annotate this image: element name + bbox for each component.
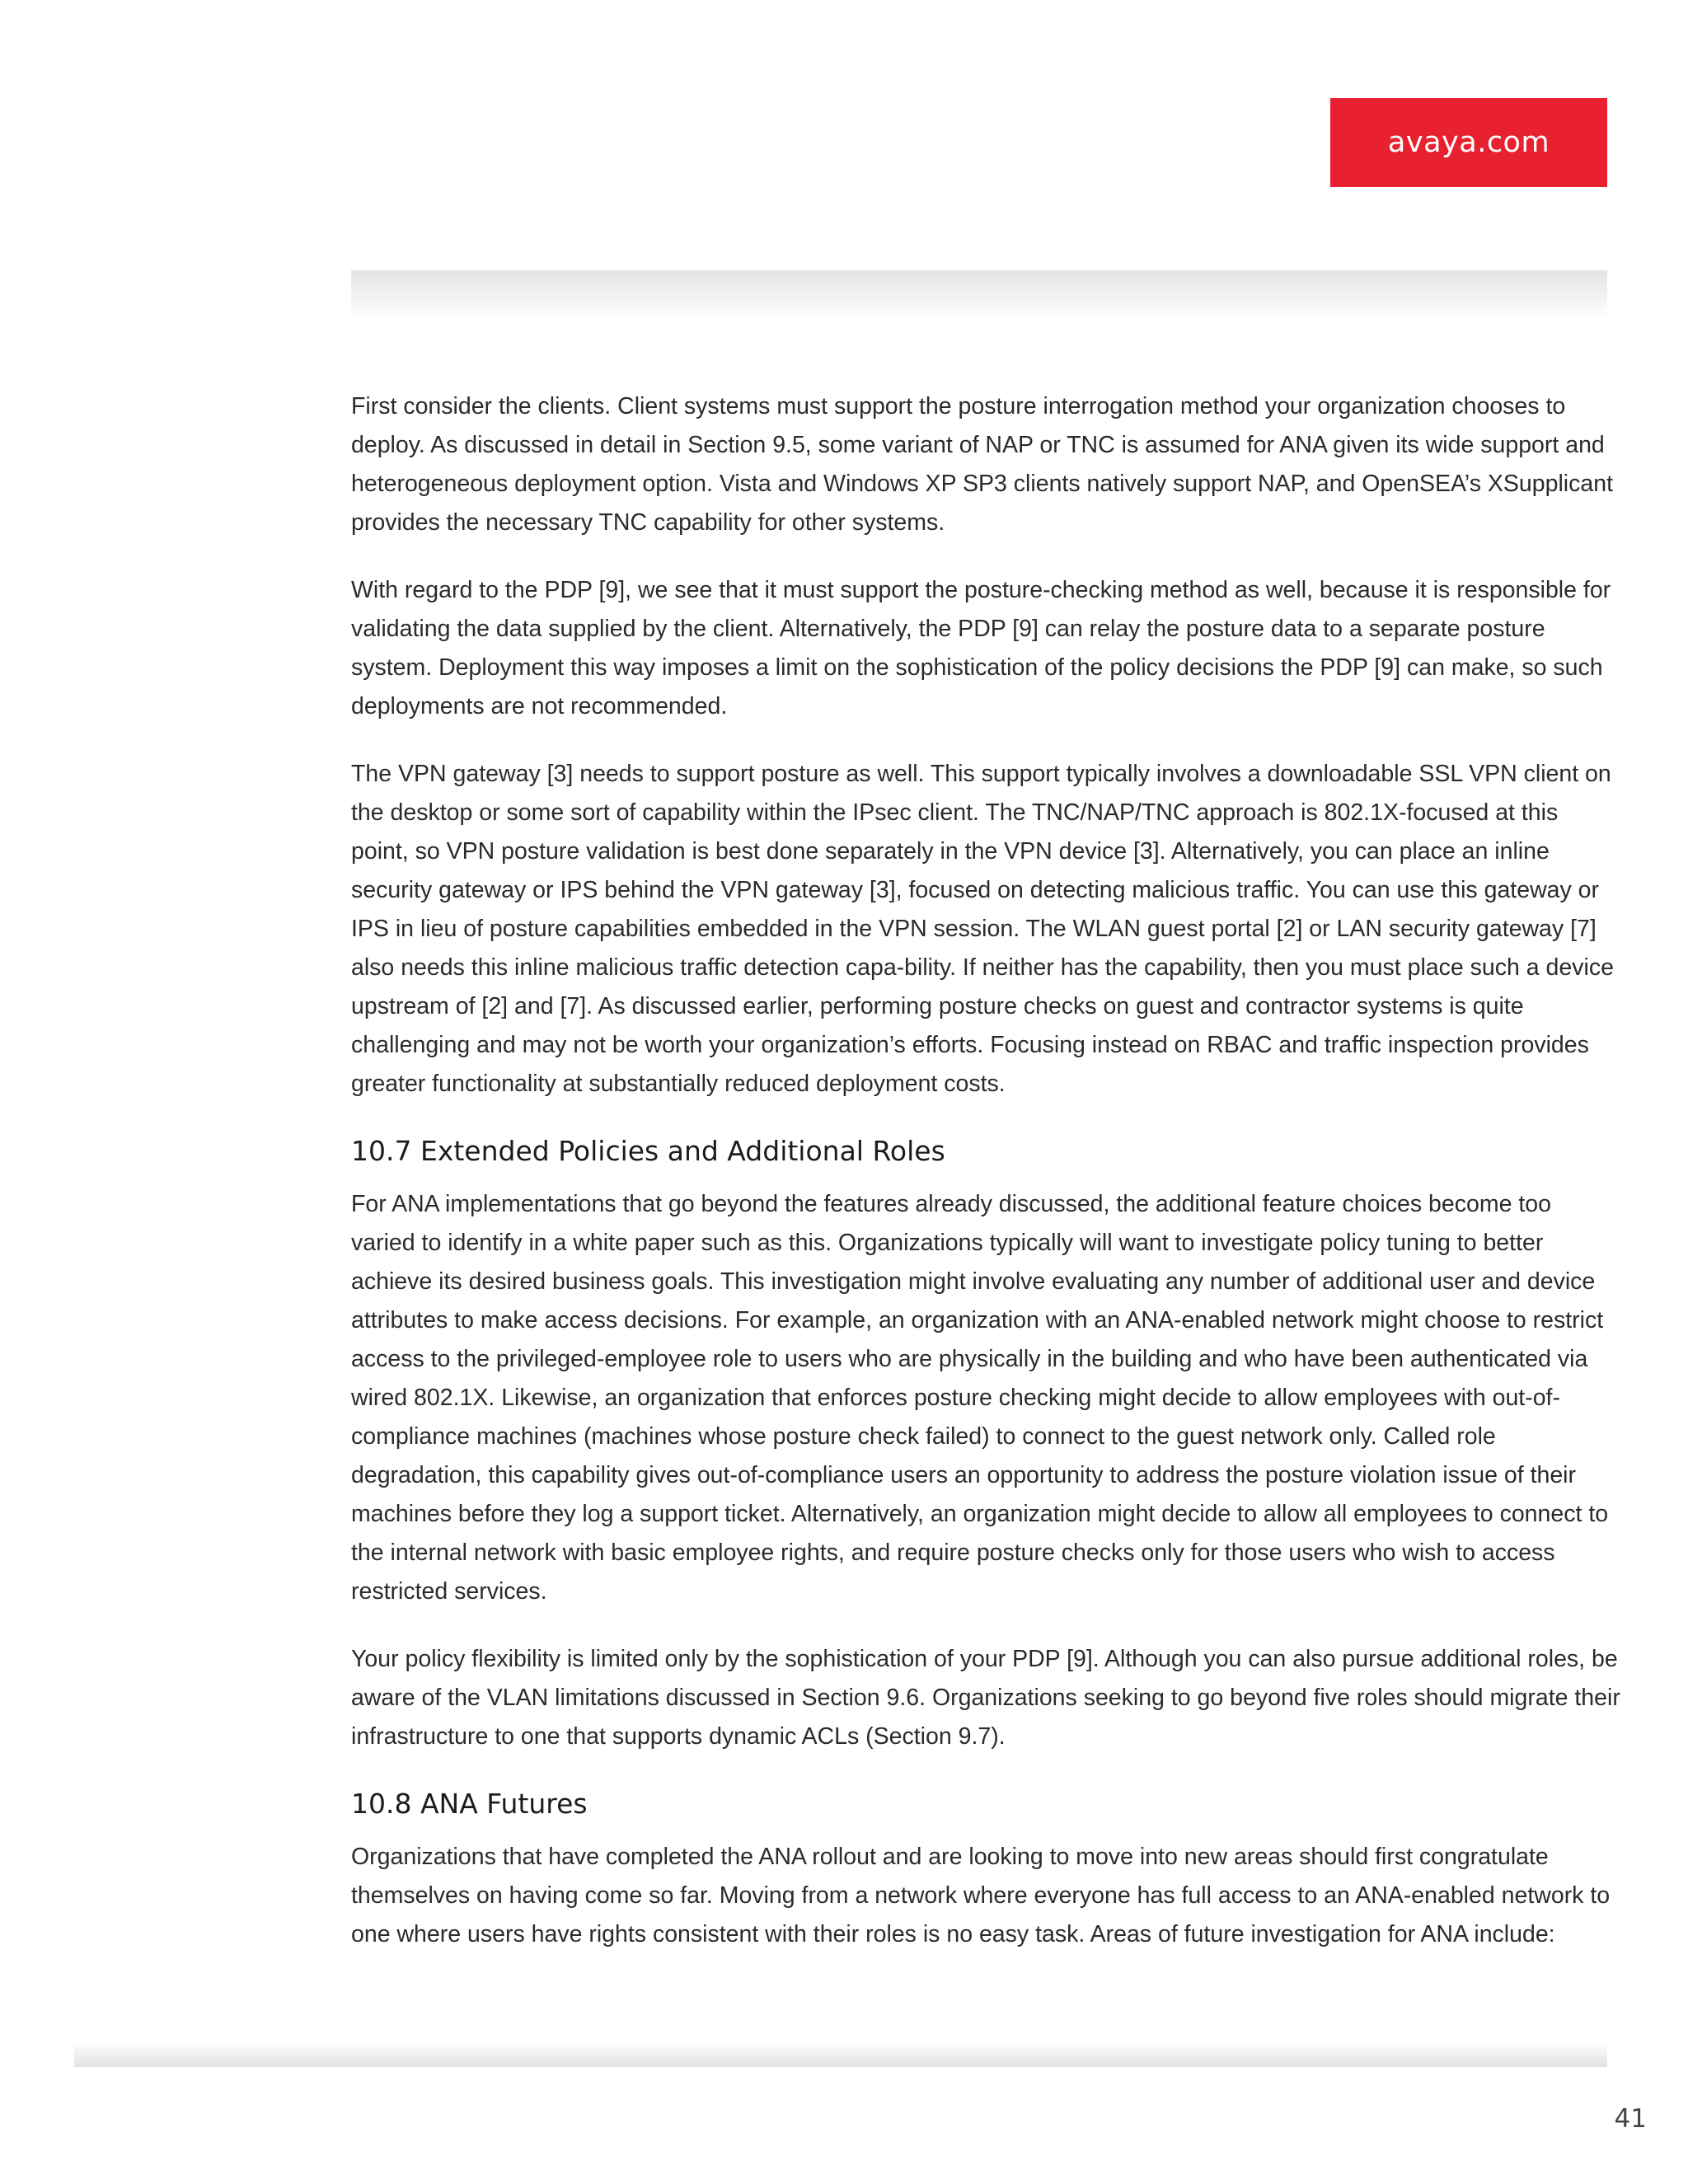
header-divider-band [351,270,1607,318]
paragraph: First consider the clients. Client systems must support the posture interrogation method your organization chooses to deploy. As discussed in detail in Section 9.5, some variant of NAP or TNC is assumed for ANA given its wide support and heterogeneous deployment option. Vista and Windows XP SP3 clients natively support NAP, and OpenSEA’s XSupplicant provides the necessary TNC capability for other systems. [351,393,1613,536]
paragraph: With regard to the PDP [9], we see that it must support the posture-checking method as well, because it is responsible for validating the data supplied by the client. Alternatively, the PDP [9] can relay the posture data to a separate posture system. Deployment this way imposes a limit on the sophistication of the policy decisions the PDP [9] can make, so such deployments are not recommended. [351,577,1611,719]
paragraph: The VPN gateway [3] needs to support posture as well. This support typically involves a downloadable SSL VPN client on the desktop or some sort of capability within the IPsec client. The TNC/NAP/TNC approach is 802.1X-focused at this point, so VPN posture validation is best done separately in the VPN device [3]. Alternatively, you can place an inline security gateway or IPS behind the VPN gateway [3], focused on detecting malicious traffic. You can use this gateway or IPS in lieu of posture capabilities embedded in the VPN session. The WLAN guest portal [2] or LAN security gateway [7] also needs this inline malicious traffic detection capa-bility. If neither has the capability, then you must place such a device upstream of [2] and [7]. As discussed earlier, performing posture checks on guest and contractor systems is quite challenging and may not be worth your organization’s efforts. Focusing instead on RBAC and traffic inspection provides greater functionality at substantially reduced deployment costs. [351,761,1614,1097]
paragraph: Organizations that have completed the ANA rollout and are looking to move into new areas should first congratulate themselves on having come so far. Moving from a network where everyone has full access to an ANA-enabled network to one where users have rights consistent with their roles is no easy task. Areas of future investigation for ANA include: [351,1844,1611,1947]
footer-divider-band [74,2042,1607,2067]
brand-label: avaya.com [1387,126,1550,159]
paragraph: Your policy flexibility is limited only by the sophistication of your PDP [9]. Although you can also pursue additional roles, be aware of the VLAN limitations discussed in Section 9.6. Organizations seeking to go beyond five roles should migrate their infrastructure to one that supports dynamic ACLs (Section 9.7). [351,1646,1620,1750]
paragraph: For ANA implementations that go beyond the features already discussed, the additional feature choices become too varied to identify in a white paper such as this. Organizations typically will want to investigate policy tuning to better achieve its desired business goals. This investigation might involve evaluating any number of additional user and device attributes to make access decisions. For example, an organization with an ANA-enabled network might choose to restrict access to the privileged-employee role to users who are physically in the building and who have been authenticated via wired 802.1X. Likewise, an organization that enforces posture checking might decide to allow employees with out-of-compliance machines (machines whose posture check failed) to connect to the guest network only. Called role degradation, this capability gives out-of-compliance users an opportunity to address the posture violation issue of their machines before they log a support ticket. Alternatively, an organization might decide to allow all employees to connect to the internal network with basic employee rights, and require posture checks only for those users who wish to access restricted services. [351,1191,1609,1605]
section-heading: 10.7 Extended Policies and Additional Roles [351,1135,945,1167]
page-content [351,387,1620,1983]
page-number: 41 [1614,2104,1647,2134]
section-heading: 10.8 ANA Futures [351,1788,588,1820]
brand-badge [1330,98,1607,187]
